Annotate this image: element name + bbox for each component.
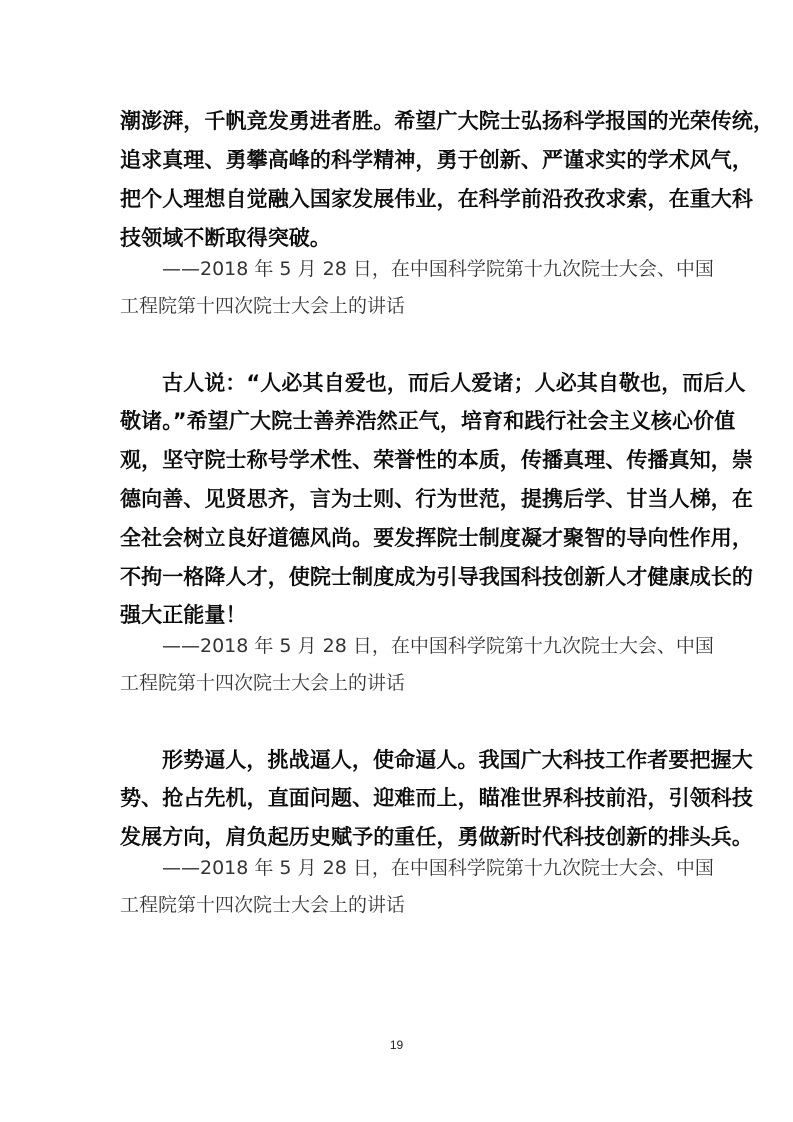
quote-line: 技领域不断取得突破。 xyxy=(120,226,331,250)
quote-line: 敬诸。”希望广大院士善养浩然正气，培育和践行社会主义核心价值 xyxy=(120,409,736,433)
quote-line: 追求真理、勇攀高峰的科学精神，勇于创新、严谨求实的学术风气， xyxy=(120,148,753,172)
quote-line: 全社会树立良好道德风尚。要发挥院士制度凝才聚智的导向性作用， xyxy=(120,526,753,550)
source-line: 工程院第十四次院士大会上的讲话 xyxy=(120,295,406,317)
quote-line: 古人说：“人必其自爱也，而后人爱诸；人必其自敬也，而后人 xyxy=(162,371,746,395)
source-line: 工程院第十四次院士大会上的讲话 xyxy=(120,894,406,916)
source-line: ——2018 年 5 月 28 日，在中国科学院第十九次院士大会、中国 xyxy=(162,258,714,280)
source-line: ——2018 年 5 月 28 日，在中国科学院第十九次院士大会、中国 xyxy=(162,635,714,657)
quote-line: 形势逼人，挑战逼人，使命逼人。我国广大科技工作者要把握大 xyxy=(162,748,753,772)
source-line: 工程院第十四次院士大会上的讲话 xyxy=(120,672,406,694)
source-line: ——2018 年 5 月 28 日，在中国科学院第十九次院士大会、中国 xyxy=(162,857,714,879)
quote-line: 潮澎湃，千帆竞发勇进者胜。希望广大院士弘扬科学报国的光荣传统， xyxy=(120,109,775,133)
quote-line: 不拘一格降人才，使院士制度成为引导我国科技创新人才健康成长的 xyxy=(120,565,753,589)
quote-line: 观，坚守院士称号学术性、荣誉性的本质，传播真理、传播真知，崇 xyxy=(120,448,753,472)
quote-line: 把个人理想自觉融入国家发展伟业，在科学前沿孜孜求索，在重大科 xyxy=(120,187,753,211)
page-number: 19 xyxy=(389,1038,404,1052)
quote-line: 势、抢占先机，直面问题、迎难而上，瞄准世界科技前沿，引领科技 xyxy=(120,786,753,810)
quote-line: 发展方向，肩负起历史赋予的重任，勇做新时代科技创新的排头兵。 xyxy=(120,825,753,849)
quote-line: 德向善、见贤思齐，言为士则、行为世范，提携后学、甘当人梯，在 xyxy=(120,487,753,511)
quote-line: 强大正能量！ xyxy=(120,603,247,627)
